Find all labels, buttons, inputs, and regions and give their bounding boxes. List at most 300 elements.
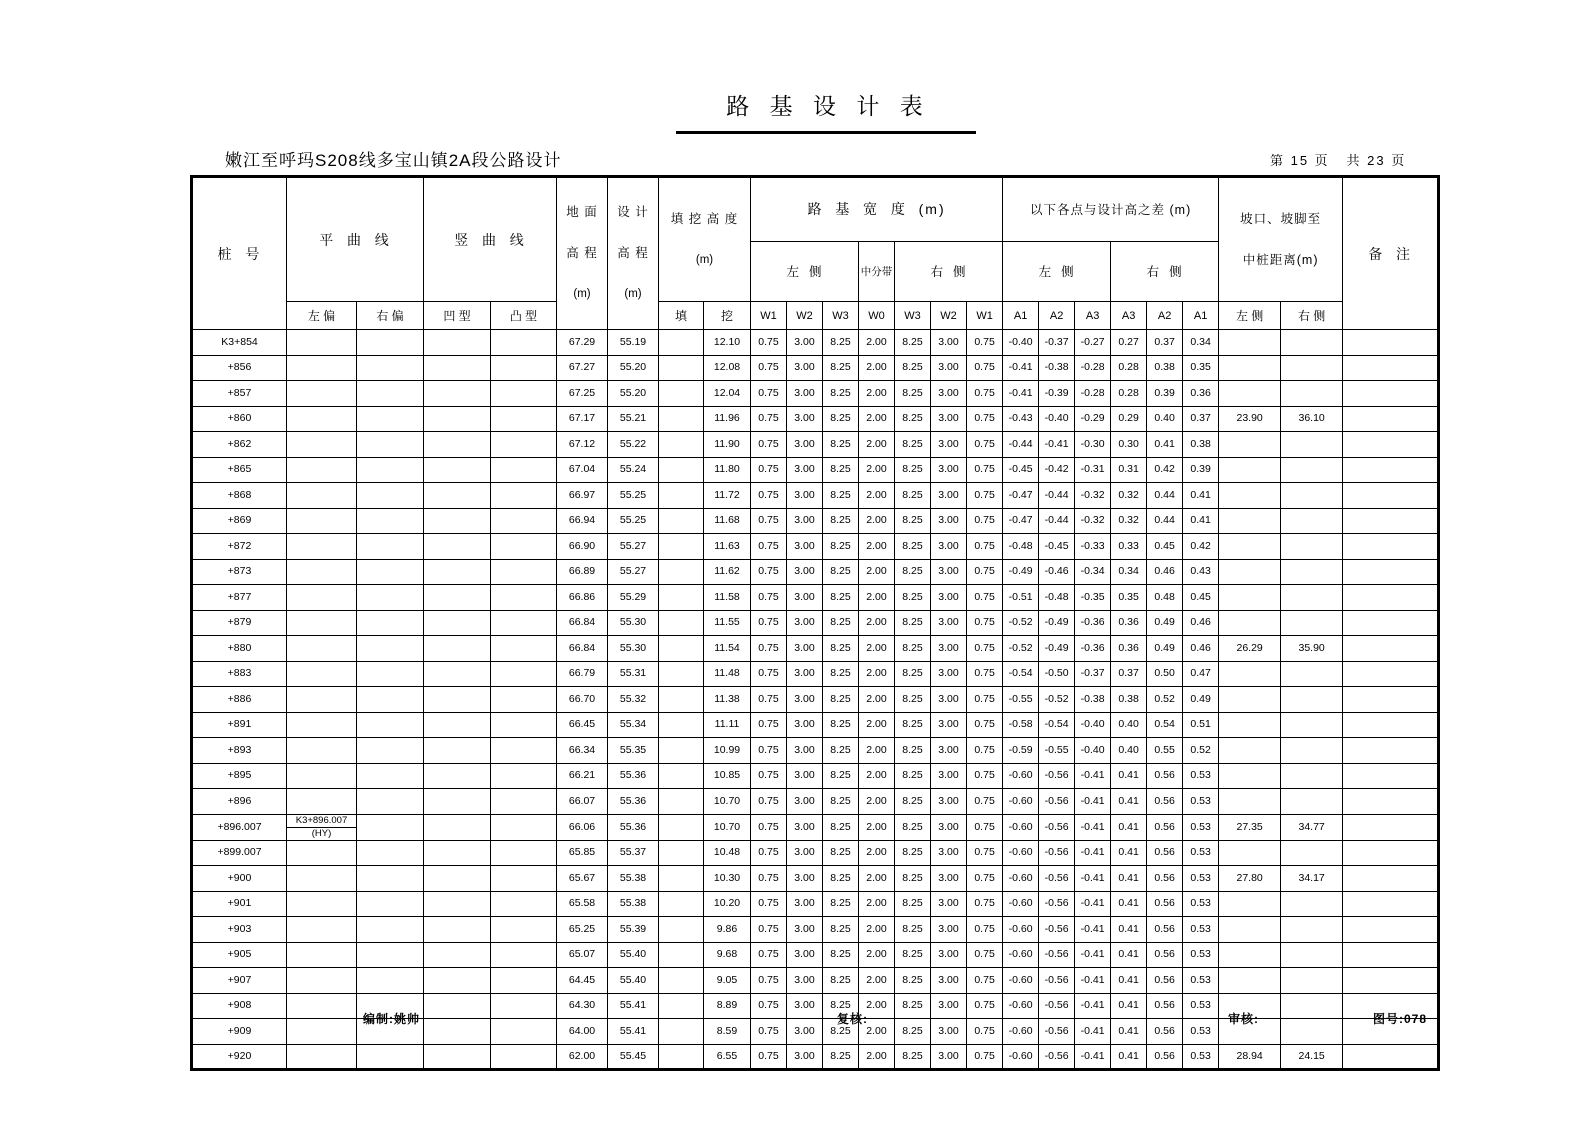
stake-cell: +860 [192, 406, 287, 432]
width-left-side-header: 左 侧 [751, 241, 859, 301]
curve-right-cell [357, 917, 424, 943]
a5-cell: 0.54 [1147, 712, 1183, 738]
w3-cell: 8.25 [823, 1019, 859, 1045]
dist-left-cell [1219, 712, 1281, 738]
dist-left-cell [1219, 457, 1281, 483]
a2-cell: -0.56 [1039, 891, 1075, 917]
fill-cell [659, 712, 704, 738]
fill-cell [659, 993, 704, 1019]
w6-cell: 3.00 [931, 381, 967, 407]
fillcut-label: 填 挖 高 度 [670, 211, 739, 226]
w3-cell: 8.25 [823, 814, 859, 840]
col-roadbed-width-header: 路 基 宽 度 (m) [751, 177, 1003, 242]
curve-right-cell [357, 661, 424, 687]
a2-cell: -0.39 [1039, 381, 1075, 407]
remark-cell [1343, 355, 1439, 381]
dist-left-cell: 28.94 [1219, 1044, 1281, 1070]
remark-cell [1343, 534, 1439, 560]
w4-cell: 2.00 [859, 712, 895, 738]
w3-cell: 8.25 [823, 840, 859, 866]
w2-cell: 3.00 [787, 763, 823, 789]
design-elev-cell: 55.30 [608, 636, 659, 662]
w4-cell: 2.00 [859, 891, 895, 917]
design-elev-cell: 55.38 [608, 866, 659, 892]
w3-cell: 8.25 [823, 891, 859, 917]
design-elev-cell: 55.38 [608, 891, 659, 917]
dist-right-cell: 35.90 [1281, 636, 1343, 662]
curve-right-cell [357, 559, 424, 585]
curve-right-cell [357, 840, 424, 866]
w6-cell: 3.00 [931, 1044, 967, 1070]
w7-cell: 0.75 [967, 738, 1003, 764]
a4-cell: 0.35 [1111, 585, 1147, 611]
ground-elev-cell: 66.70 [557, 687, 608, 713]
fill-cell [659, 585, 704, 611]
w7-cell: 0.75 [967, 763, 1003, 789]
table-row [192, 585, 1439, 611]
w6-cell: 3.00 [931, 763, 967, 789]
dist-right-cell [1281, 610, 1343, 636]
w3-cell: 8.25 [823, 917, 859, 943]
fill-header: 填 [659, 302, 704, 330]
a3-cell: -0.40 [1075, 712, 1111, 738]
table-row [192, 942, 1439, 968]
w4-cell: 2.00 [859, 559, 895, 585]
w7-cell: 0.75 [967, 1019, 1003, 1045]
w2-cell: 3.00 [787, 942, 823, 968]
a5-cell: 0.40 [1147, 406, 1183, 432]
curve-right-cell [357, 687, 424, 713]
col-height-diff-header: 以下各点与设计高之差 (m) [1003, 177, 1219, 242]
a2-cell: -0.49 [1039, 610, 1075, 636]
curve-right-cell [357, 814, 424, 840]
a2-cell: -0.56 [1039, 866, 1075, 892]
a3-left-header: A3 [1075, 302, 1111, 330]
ground-elev-cell: 67.29 [557, 330, 608, 356]
dist-right-cell [1281, 687, 1343, 713]
curve-left-cell [287, 330, 357, 356]
table-row [192, 917, 1439, 943]
w2-cell: 3.00 [787, 789, 823, 815]
concave-cell [424, 891, 491, 917]
ground-elev-cell: 67.12 [557, 432, 608, 458]
ground-elev-cell: 65.58 [557, 891, 608, 917]
remark-cell [1343, 1044, 1439, 1070]
a4-cell: 0.41 [1111, 968, 1147, 994]
w6-cell: 3.00 [931, 661, 967, 687]
curve-right-cell [357, 738, 424, 764]
a4-cell: 0.41 [1111, 1044, 1147, 1070]
fill-cell [659, 610, 704, 636]
curve-right-cell [357, 381, 424, 407]
w4-cell: 2.00 [859, 432, 895, 458]
curve-right-cell [357, 355, 424, 381]
a6-cell: 0.37 [1183, 406, 1219, 432]
a5-cell: 0.52 [1147, 687, 1183, 713]
table-row [192, 763, 1439, 789]
remark-cell [1343, 330, 1439, 356]
dist-right-cell: 34.17 [1281, 866, 1343, 892]
a6-cell: 0.53 [1183, 866, 1219, 892]
a4-cell: 0.41 [1111, 866, 1147, 892]
ground-elev-cell: 66.90 [557, 534, 608, 560]
a6-cell: 0.53 [1183, 993, 1219, 1019]
w3-cell: 8.25 [823, 738, 859, 764]
dist-left-cell [1219, 585, 1281, 611]
a1-cell: -0.60 [1003, 917, 1039, 943]
w1-left-header: W1 [751, 302, 787, 330]
slope-dist-label-line2: 中桩距离(m) [1242, 252, 1319, 267]
ground-elev-cell: 66.86 [557, 585, 608, 611]
convex-cell [491, 610, 557, 636]
w5-cell: 8.25 [895, 712, 931, 738]
concave-cell [424, 457, 491, 483]
curve-left-cell [287, 840, 357, 866]
design-elev-cell: 55.27 [608, 559, 659, 585]
w1-cell: 0.75 [751, 355, 787, 381]
a5-cell: 0.55 [1147, 738, 1183, 764]
table-row [192, 330, 1439, 356]
curve-right-cell [357, 636, 424, 662]
w7-cell: 0.75 [967, 636, 1003, 662]
w4-cell: 2.00 [859, 917, 895, 943]
curve-left-cell [287, 712, 357, 738]
ground-elev-cell: 66.97 [557, 483, 608, 509]
curve-right-cell [357, 712, 424, 738]
w5-cell: 8.25 [895, 942, 931, 968]
a2-cell: -0.56 [1039, 814, 1075, 840]
w4-cell: 2.00 [859, 789, 895, 815]
a6-cell: 0.39 [1183, 457, 1219, 483]
w1-cell: 0.75 [751, 840, 787, 866]
design-elev-cell: 55.32 [608, 687, 659, 713]
w6-cell: 3.00 [931, 483, 967, 509]
cut-cell: 11.63 [704, 534, 751, 560]
a5-cell: 0.49 [1147, 610, 1183, 636]
a6-cell: 0.36 [1183, 381, 1219, 407]
a1-cell: -0.47 [1003, 508, 1039, 534]
w5-cell: 8.25 [895, 968, 931, 994]
dist-right-cell [1281, 840, 1343, 866]
a2-cell: -0.38 [1039, 355, 1075, 381]
a2-cell: -0.54 [1039, 712, 1075, 738]
convex-cell [491, 993, 557, 1019]
w1-cell: 0.75 [751, 866, 787, 892]
w6-cell: 3.00 [931, 942, 967, 968]
ground-elev-cell: 66.07 [557, 789, 608, 815]
ground-elev-cell: 66.34 [557, 738, 608, 764]
a6-cell: 0.53 [1183, 891, 1219, 917]
w7-cell: 0.75 [967, 814, 1003, 840]
width-right-side-header: 右 侧 [895, 241, 1003, 301]
w2-left-header: W2 [787, 302, 823, 330]
a6-cell: 0.46 [1183, 636, 1219, 662]
w3-cell: 8.25 [823, 1044, 859, 1070]
convex-cell [491, 687, 557, 713]
stake-cell: +909 [192, 1019, 287, 1045]
w2-cell: 3.00 [787, 917, 823, 943]
a1-cell: -0.52 [1003, 636, 1039, 662]
a6-cell: 0.43 [1183, 559, 1219, 585]
w2-cell: 3.00 [787, 814, 823, 840]
w2-cell: 3.00 [787, 610, 823, 636]
a2-cell: -0.56 [1039, 942, 1075, 968]
w7-cell: 0.75 [967, 483, 1003, 509]
curve-left-cell [287, 763, 357, 789]
convex-cell [491, 636, 557, 662]
w5-cell: 8.25 [895, 585, 931, 611]
w3-cell: 8.25 [823, 585, 859, 611]
w3-cell: 8.25 [823, 559, 859, 585]
table-row [192, 840, 1439, 866]
dist-right-cell [1281, 712, 1343, 738]
dist-left-cell [1219, 610, 1281, 636]
stake-cell: +883 [192, 661, 287, 687]
ground-elev-unit: (m) [573, 288, 591, 300]
convex-cell [491, 814, 557, 840]
w1-cell: 0.75 [751, 814, 787, 840]
a1-cell: -0.60 [1003, 814, 1039, 840]
curve-right-cell [357, 968, 424, 994]
concave-cell [424, 330, 491, 356]
a1-cell: -0.60 [1003, 1044, 1039, 1070]
cut-cell: 10.48 [704, 840, 751, 866]
w3-cell: 8.25 [823, 330, 859, 356]
design-elev-cell: 55.37 [608, 840, 659, 866]
table-header-row-1 [192, 177, 1439, 242]
stake-cell: +868 [192, 483, 287, 509]
fill-cell [659, 968, 704, 994]
a6-cell: 0.46 [1183, 610, 1219, 636]
table-body [192, 330, 1439, 1070]
w6-cell: 3.00 [931, 457, 967, 483]
dist-left-cell: 27.80 [1219, 866, 1281, 892]
w3-cell: 8.25 [823, 355, 859, 381]
w6-cell: 3.00 [931, 534, 967, 560]
a2-cell: -0.56 [1039, 993, 1075, 1019]
cut-cell: 11.38 [704, 687, 751, 713]
curve-right-cell [357, 763, 424, 789]
w7-cell: 0.75 [967, 789, 1003, 815]
w7-cell: 0.75 [967, 534, 1003, 560]
a4-cell: 0.41 [1111, 814, 1147, 840]
a3-right-header: A3 [1111, 302, 1147, 330]
dist-right-cell: 36.10 [1281, 406, 1343, 432]
a3-cell: -0.36 [1075, 610, 1111, 636]
dist-right-cell [1281, 763, 1343, 789]
w4-cell: 2.00 [859, 942, 895, 968]
a5-cell: 0.56 [1147, 840, 1183, 866]
design-elev-label-line2: 高 程 [617, 246, 649, 260]
a5-cell: 0.50 [1147, 661, 1183, 687]
fill-cell [659, 687, 704, 713]
dist-right-cell [1281, 993, 1343, 1019]
curve-point-station: K3+896.007 [287, 815, 356, 828]
a3-cell: -0.35 [1075, 585, 1111, 611]
w3-cell: 8.25 [823, 968, 859, 994]
w1-cell: 0.75 [751, 330, 787, 356]
concave-cell [424, 432, 491, 458]
remark-cell [1343, 636, 1439, 662]
curve-left-cell [287, 1044, 357, 1070]
convex-cell [491, 840, 557, 866]
dist-left-cell [1219, 432, 1281, 458]
a2-cell: -0.37 [1039, 330, 1075, 356]
ground-elev-cell: 65.67 [557, 866, 608, 892]
stake-cell: +895 [192, 763, 287, 789]
a1-cell: -0.55 [1003, 687, 1039, 713]
remark-cell [1343, 763, 1439, 789]
table-row [192, 1044, 1439, 1070]
a2-cell: -0.56 [1039, 917, 1075, 943]
dist-right-cell [1281, 585, 1343, 611]
w1-cell: 0.75 [751, 968, 787, 994]
fill-cell [659, 763, 704, 789]
concave-cell [424, 712, 491, 738]
w6-cell: 3.00 [931, 993, 967, 1019]
w2-cell: 3.00 [787, 508, 823, 534]
ground-elev-cell: 64.30 [557, 993, 608, 1019]
concave-cell [424, 738, 491, 764]
a4-cell: 0.38 [1111, 687, 1147, 713]
curve-left-cell [287, 993, 357, 1019]
w6-cell: 3.00 [931, 508, 967, 534]
a1-cell: -0.40 [1003, 330, 1039, 356]
w4-cell: 2.00 [859, 483, 895, 509]
stake-cell: +865 [192, 457, 287, 483]
ground-elev-cell: 66.94 [557, 508, 608, 534]
dist-left-cell [1219, 559, 1281, 585]
w4-cell: 2.00 [859, 610, 895, 636]
table-row [192, 406, 1439, 432]
a5-cell: 0.44 [1147, 508, 1183, 534]
stake-cell: +857 [192, 381, 287, 407]
design-elev-cell: 55.31 [608, 661, 659, 687]
fill-cell [659, 330, 704, 356]
w5-cell: 8.25 [895, 661, 931, 687]
stake-cell: +872 [192, 534, 287, 560]
cut-cell: 12.08 [704, 355, 751, 381]
w1-cell: 0.75 [751, 661, 787, 687]
fill-cell [659, 866, 704, 892]
w1-cell: 0.75 [751, 483, 787, 509]
w5-cell: 8.25 [895, 534, 931, 560]
fill-cell [659, 457, 704, 483]
w3-cell: 8.25 [823, 661, 859, 687]
a3-cell: -0.40 [1075, 738, 1111, 764]
stake-cell: +901 [192, 891, 287, 917]
design-elev-cell: 55.19 [608, 330, 659, 356]
table-row [192, 508, 1439, 534]
a5-cell: 0.39 [1147, 381, 1183, 407]
cut-cell: 11.55 [704, 610, 751, 636]
w1-cell: 0.75 [751, 559, 787, 585]
curve-right-cell [357, 789, 424, 815]
curve-right-cell [357, 432, 424, 458]
a3-cell: -0.41 [1075, 968, 1111, 994]
w2-cell: 3.00 [787, 661, 823, 687]
a1-cell: -0.45 [1003, 457, 1039, 483]
a6-cell: 0.45 [1183, 585, 1219, 611]
a3-cell: -0.28 [1075, 355, 1111, 381]
w4-cell: 2.00 [859, 585, 895, 611]
a6-cell: 0.34 [1183, 330, 1219, 356]
design-elev-cell: 55.41 [608, 993, 659, 1019]
a5-cell: 0.42 [1147, 457, 1183, 483]
a2-cell: -0.56 [1039, 789, 1075, 815]
convex-cell [491, 585, 557, 611]
a4-cell: 0.29 [1111, 406, 1147, 432]
design-elev-cell: 55.41 [608, 1019, 659, 1045]
a6-cell: 0.53 [1183, 1044, 1219, 1070]
col-remark-header: 备 注 [1343, 177, 1439, 330]
curve-right-cell [357, 942, 424, 968]
a2-right-header: A2 [1147, 302, 1183, 330]
w7-cell: 0.75 [967, 891, 1003, 917]
design-elev-unit: (m) [624, 288, 642, 300]
w6-cell: 3.00 [931, 432, 967, 458]
a1-cell: -0.51 [1003, 585, 1039, 611]
w3-cell: 8.25 [823, 763, 859, 789]
w7-cell: 0.75 [967, 355, 1003, 381]
a4-cell: 0.41 [1111, 942, 1147, 968]
design-elev-label-line1: 设 计 [617, 205, 649, 219]
a5-cell: 0.44 [1147, 483, 1183, 509]
w5-cell: 8.25 [895, 483, 931, 509]
a3-cell: -0.41 [1075, 789, 1111, 815]
w2-cell: 3.00 [787, 457, 823, 483]
w2-cell: 3.00 [787, 559, 823, 585]
design-elev-cell: 55.21 [608, 406, 659, 432]
w1-cell: 0.75 [751, 712, 787, 738]
roadbed-design-table [190, 175, 1440, 1071]
convex-cell [491, 891, 557, 917]
table-header-row-3 [192, 302, 1439, 330]
concave-cell [424, 1044, 491, 1070]
fill-cell [659, 508, 704, 534]
dist-left-cell [1219, 763, 1281, 789]
convex-cell [491, 789, 557, 815]
design-elev-cell: 55.27 [608, 534, 659, 560]
diff-left-side-header: 左 侧 [1003, 241, 1111, 301]
a2-cell: -0.44 [1039, 483, 1075, 509]
table-row [192, 534, 1439, 560]
convex-cell [491, 942, 557, 968]
a4-cell: 0.41 [1111, 789, 1147, 815]
dist-right-cell [1281, 968, 1343, 994]
a4-cell: 0.32 [1111, 483, 1147, 509]
stake-cell: K3+854 [192, 330, 287, 356]
design-elev-cell: 55.25 [608, 508, 659, 534]
a2-cell: -0.40 [1039, 406, 1075, 432]
design-elev-cell: 55.29 [608, 585, 659, 611]
ground-elev-cell: 66.79 [557, 661, 608, 687]
w3-cell: 8.25 [823, 457, 859, 483]
right-deflection-header: 右 偏 [357, 302, 424, 330]
design-elev-cell: 55.25 [608, 483, 659, 509]
w1-cell: 0.75 [751, 1019, 787, 1045]
a4-cell: 0.40 [1111, 712, 1147, 738]
a4-cell: 0.41 [1111, 763, 1147, 789]
concave-cell [424, 968, 491, 994]
cut-cell: 8.89 [704, 993, 751, 1019]
cut-cell: 12.04 [704, 381, 751, 407]
dist-right-cell [1281, 789, 1343, 815]
w4-cell: 2.00 [859, 355, 895, 381]
col-ground-elev-header [557, 177, 608, 330]
table-row [192, 636, 1439, 662]
w1-cell: 0.75 [751, 457, 787, 483]
